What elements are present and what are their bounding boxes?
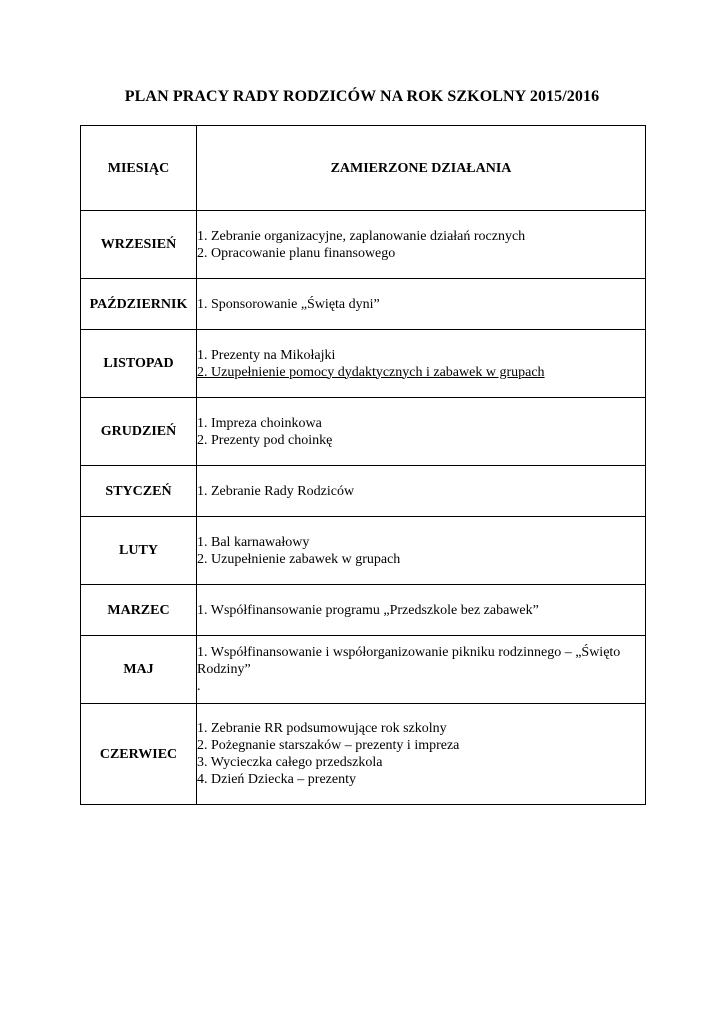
page-title: PLAN PRACY RADY RODZICÓW NA ROK SZKOLNY 2015/2016 — [124, 88, 600, 105]
action-item: 1. Współfinansowanie i współorganizowanie pikniku rodzinnego – „Święto Rodziny” — [197, 645, 621, 677]
header-actions: ZAMIERZONE DZIAŁANIA — [197, 126, 646, 211]
action-item: 2. Uzupełnienie zabawek w grupach — [197, 551, 401, 567]
action-item: 1. Impreza choinkowa — [197, 415, 322, 431]
action-item: 1. Prezenty na Mikołajki — [197, 347, 336, 363]
table-row — [81, 517, 646, 585]
actions-cell — [197, 704, 646, 805]
actions-cell — [197, 330, 646, 398]
month-cell: LISTOPAD — [81, 330, 197, 398]
table-row — [81, 398, 646, 466]
action-item: 2. Opracowanie planu finansowego — [197, 245, 396, 261]
action-item: 1. Zebranie Rady Rodziców — [197, 483, 355, 499]
month-cell: PAŹDZIERNIK — [81, 279, 197, 330]
table-row — [81, 585, 646, 636]
table-row — [81, 211, 646, 279]
actions-cell — [197, 466, 646, 517]
action-item: 2. Pożegnanie starszaków – prezenty i impreza — [197, 738, 460, 753]
action-item: . — [197, 679, 201, 694]
action-item: 2. Prezenty pod choinkę — [197, 432, 333, 448]
month-cell: GRUDZIEŃ — [81, 398, 197, 466]
action-item: 4. Dzień Dziecka – prezenty — [197, 772, 356, 787]
month-cell: LUTY — [81, 517, 197, 585]
actions-cell — [197, 585, 646, 636]
month-cell: CZERWIEC — [81, 704, 197, 805]
actions-cell — [197, 398, 646, 466]
table-header-row — [81, 126, 646, 211]
action-item: 3. Wycieczka całego przedszkola — [197, 755, 383, 770]
plan-table — [80, 125, 646, 805]
table-row — [81, 330, 646, 398]
action-item: 1. Bal karnawałowy — [197, 534, 310, 550]
table-row — [81, 704, 646, 805]
actions-cell — [197, 517, 646, 585]
header-month: MIESIĄC — [81, 126, 197, 211]
month-cell: MAJ — [81, 636, 197, 704]
month-cell: WRZESIEŃ — [81, 211, 197, 279]
actions-cell — [197, 279, 646, 330]
table-row — [81, 636, 646, 704]
action-item: 1. Sponsorowanie „Święta dyni” — [197, 296, 380, 312]
actions-cell — [197, 636, 646, 704]
month-cell: MARZEC — [81, 585, 197, 636]
table-row — [81, 279, 646, 330]
actions-cell — [197, 211, 646, 279]
action-item: 1. Zebranie RR podsumowujące rok szkolny — [197, 721, 447, 736]
table-row — [81, 466, 646, 517]
month-cell: STYCZEŃ — [81, 466, 197, 517]
action-item-underlined: 2. Uzupełnienie pomocy dydaktycznych i zabawek w grupach — [197, 364, 545, 380]
action-item: 1. Współfinansowanie programu „Przedszkole bez zabawek” — [197, 602, 539, 618]
action-item: 1. Zebranie organizacyjne, zaplanowanie działań rocznych — [197, 228, 526, 244]
